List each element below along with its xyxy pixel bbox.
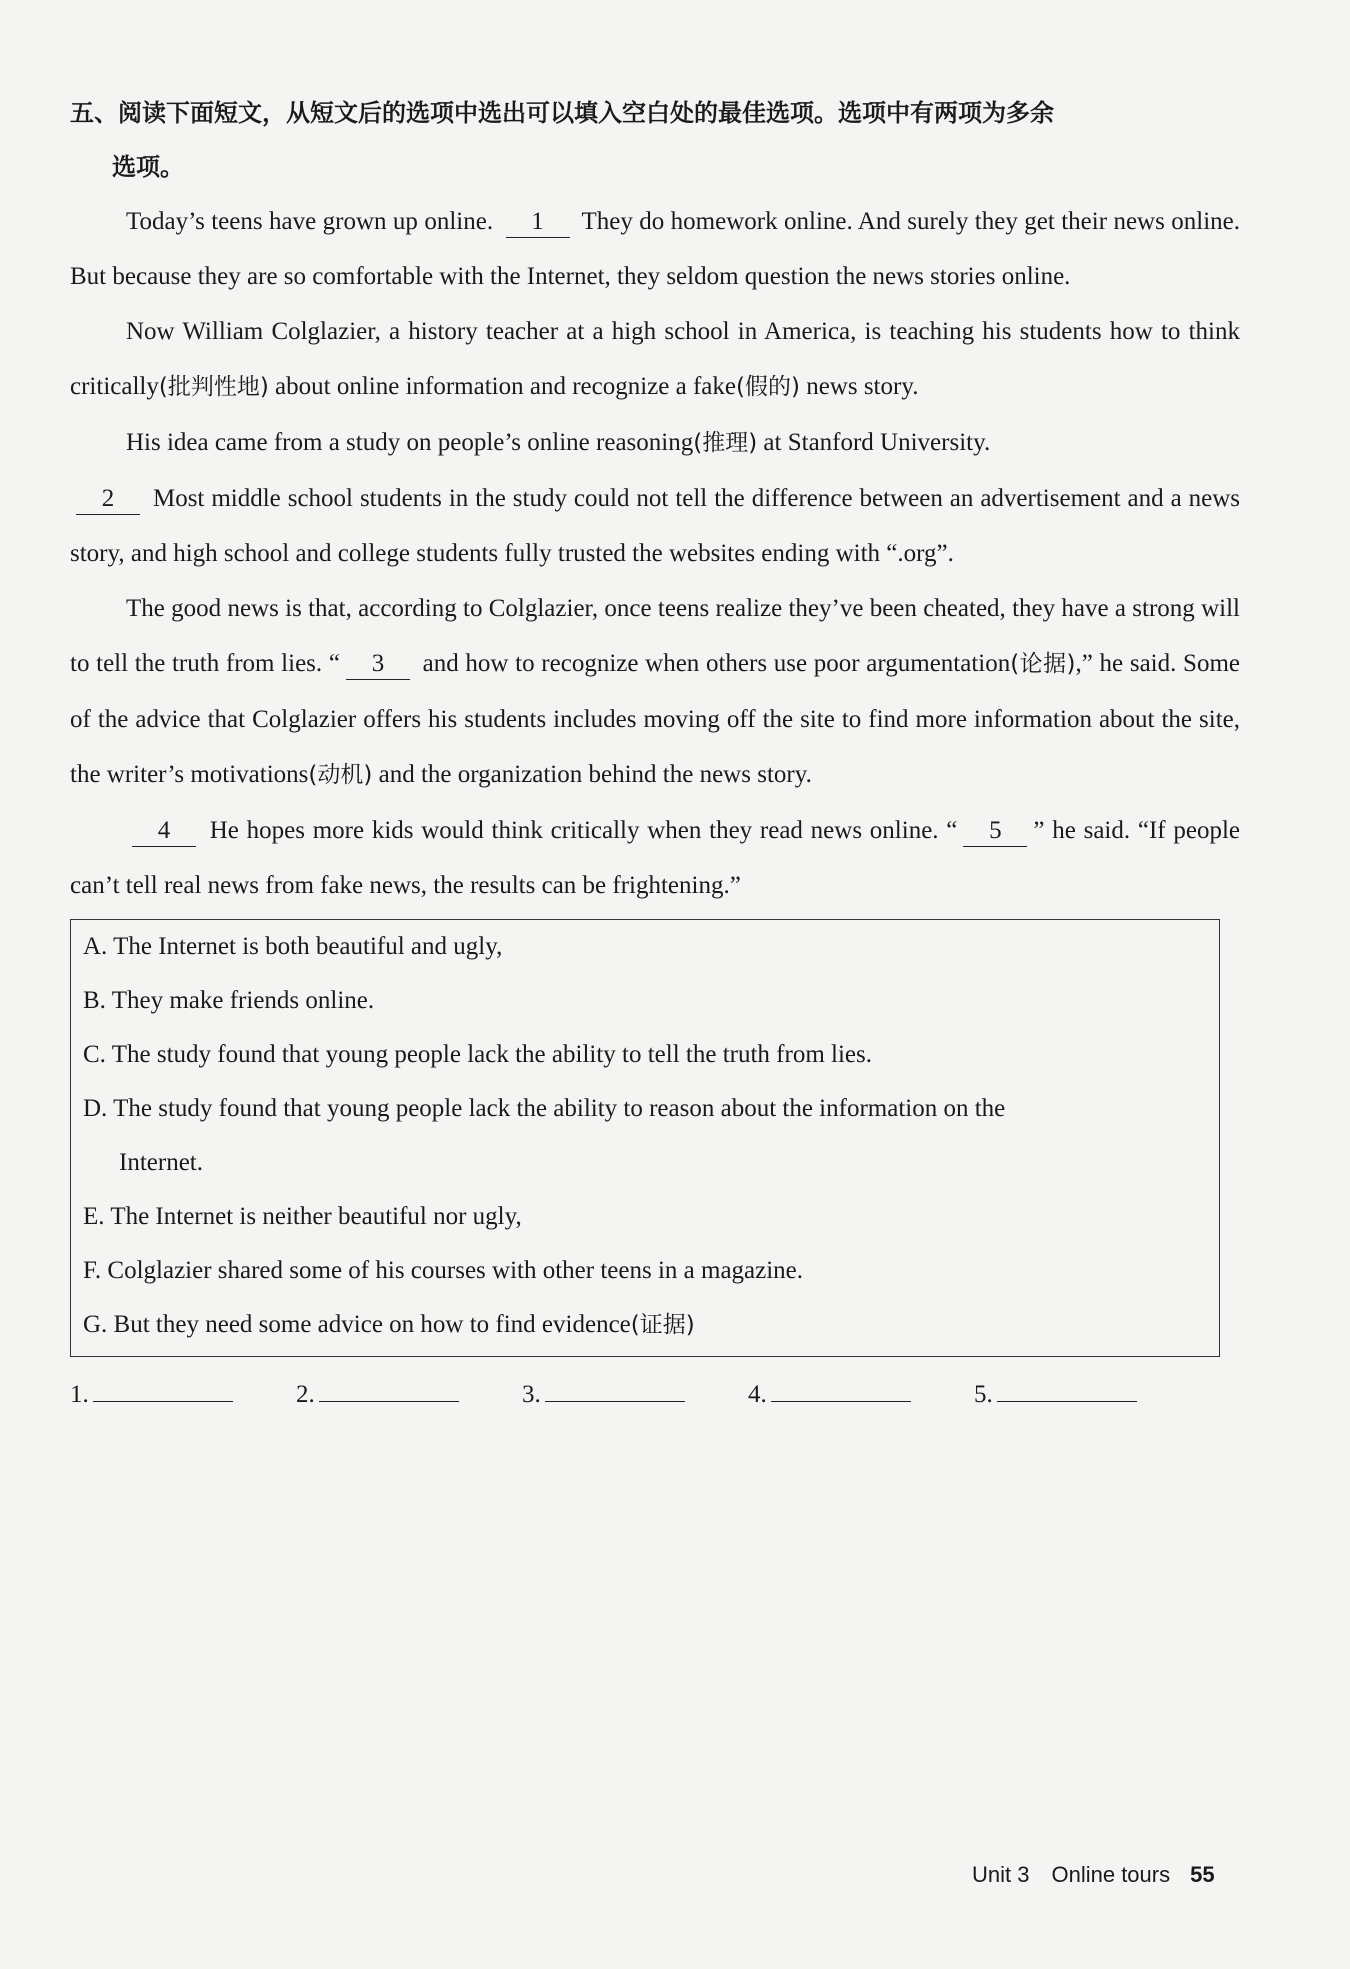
answer-5 [974,1371,1200,1417]
p2-gloss-2: (假的) [735,374,800,400]
p3-text-a: His idea came from a study on people’s online reasoning [126,429,694,456]
p1-text-b: They do homework online. And surely they get their news online. But because they are so comfortable with the Internet, they seldom question the news stories online. [70,208,1240,290]
paragraph-2 [70,304,1240,415]
p5-text-a: He hopes more kids would think critically when they read news online. “ [209,817,958,844]
p5-text-b: ” he said. “If people can’t tell real news from fake news, the results can be frightening.” [70,817,1240,899]
answer-1 [70,1371,296,1417]
answer-4 [748,1371,974,1417]
answer-label: 2. [296,1381,315,1408]
p4-gloss-2: (动机) [308,762,373,788]
option-c: C. The study found that young people lack the ability to tell the truth from lies. [83,1041,872,1068]
p4-gloss-1: (论据) [1010,651,1076,677]
option-d [83,1082,1209,1190]
answer-blank[interactable] [997,1371,1137,1402]
page-number: 55 [1190,1862,1215,1887]
option-b: B. They make friends online. [83,987,375,1014]
footer-unit: Unit 3 [972,1862,1030,1887]
blank-2: 2 [76,484,140,515]
paragraph-4 [70,581,1240,803]
p2-text-a: Now William Colglazier, a history teacher at a high school in America, is teaching his students how to think critically [70,318,1240,400]
p1-text-a: Today’s teens have grown up online. [126,208,494,235]
answer-2 [296,1371,522,1417]
p4-text-a: The good news is that, according to Colglazier, once teens realize they’ve been cheated, they have a strong will to tell the truth from lies. “ [70,595,1240,677]
answer-blank[interactable] [93,1371,233,1402]
options-box [70,919,1220,1357]
answer-label: 5. [974,1381,993,1408]
option-g-gloss: (证据) [630,1312,695,1338]
option-a: A. The Internet is both beautiful and ugly, [83,933,503,960]
heading-line-1: 五、阅读下面短文，从短文后的选项中选出可以填入空白处的最佳选项。选项中有两项为多余 [70,99,1054,127]
footer-title: Online tours [1051,1862,1171,1887]
page-footer [972,1862,1215,1888]
option-f: F. Colglazier shared some of his courses with other teens in a magazine. [83,1257,804,1284]
paragraph-3 [70,415,1240,471]
answer-label: 3. [522,1381,541,1408]
option-g [83,1298,1209,1352]
section-heading [70,86,1240,194]
option-g-text: G. But they need some advice on how to find evidence [83,1311,631,1338]
p3-text-b: at Stanford University. [757,429,991,456]
heading-line-2: 选项。 [112,153,184,181]
answer-blank[interactable] [771,1371,911,1402]
paragraph-5 [70,803,1240,913]
answer-blank[interactable] [319,1371,459,1402]
p3-gloss: (推理) [693,430,758,456]
option-d-line-1: D. The study found that young people lack the ability to reason about the information on the [83,1095,1006,1122]
p4-text-d: and the organization behind the news story. [372,761,812,788]
p4-text-b: and how to recognize when others use poor argumentation [422,650,1011,677]
answer-label: 4. [748,1381,767,1408]
p3-text-c: Most middle school students in the study could not tell the difference between an advertisement and a news story, and high school and college students fully trusted the websites ending with “.org”. [70,485,1241,567]
p2-gloss-1: (批判性地) [158,374,269,400]
p2-text-c: news story. [799,373,919,400]
answer-blank[interactable] [545,1371,685,1402]
blank-5: 5 [963,816,1027,847]
option-d-line-2: Internet. [119,1149,203,1176]
blank-1: 1 [506,207,570,238]
answer-label: 1. [70,1381,89,1408]
answer-lines [70,1371,1240,1417]
paragraph-1 [70,194,1240,304]
p2-text-b: about online information and recognize a fake [268,373,736,400]
p4-text-c: ,” he said. Some of the advice that Colglazier offers his students includes moving off the site to find more information about the site, the writer’s motivations [70,650,1240,788]
paragraph-3-cont [70,471,1240,581]
blank-3: 3 [346,649,410,680]
answer-3 [522,1371,748,1417]
content [70,86,1240,1417]
blank-4: 4 [132,816,196,847]
option-e: E. The Internet is neither beautiful nor ugly, [83,1203,522,1230]
